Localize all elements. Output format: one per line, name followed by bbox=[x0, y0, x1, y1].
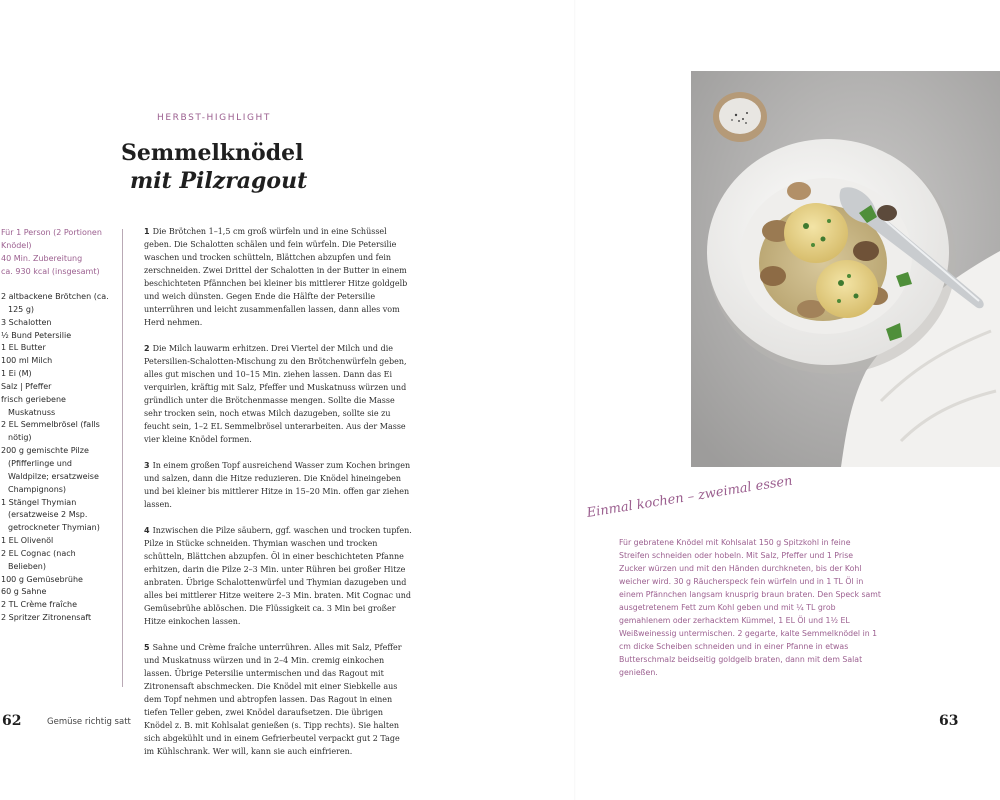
step-text: Die Milch lauwarm erhitzen. Drei Viertel der Milch und die Petersilien-Schalotten-Mischung zu den Brötchenwürfeln geben, alles gut mischen und 10–15 Min. ziehen lassen. Dann das Ei verquirlen, kräftig mit Salz, Pfeffer und Muskatnuss würzen und gründlich unter die Brötchenmasse mengen. Sollte die Masse sehr trocken sein, noch etwas Milch dazugeben, sollte sie zu feucht sein, 1–2 EL Semmelbrösel unterarbeiten. Aus der Masse vier kleine Knödel formen. bbox=[144, 344, 407, 444]
ingredient-item: 2 Spritzer Zitronensaft bbox=[1, 613, 92, 623]
ingredient-item: 100 g Gemüsebrühe bbox=[1, 574, 83, 584]
step-text: Die Brötchen 1–1,5 cm groß würfeln und in eine Schüssel geben. Die Schalotten schälen und fein würfeln. Die Petersilie waschen und trocken schütteln, Blättchen abzupfen und fein zerschneiden. Zwei Drittel der Schalotten in der Butter in einem beschichteten Pfännchen bei kleiner bis mittlerer Hitze goldgelb und weich dünsten. Gegen Ende die Hälfte der Petersilie unterrühren und leicht zusammenfallen lassen, dann alles vom Herd nehmen. bbox=[144, 227, 408, 327]
step-number: 4 bbox=[144, 526, 150, 535]
ingredient-item: 2 TL Crème fraîche bbox=[1, 600, 78, 610]
ingredient-list bbox=[1, 291, 113, 625]
step-text: In einem großen Topf ausreichend Wasser zum Kochen bringen und salzen, dann die Hitze reduzieren. Die Knödel hineingeben und bei kleiner bis mittlerer Hitze in 15–20 Min. offen gar ziehen lassen. bbox=[144, 461, 411, 509]
tip-text: Für gebratene Knödel mit Kohlsalat 150 g Spitzkohl in feine Streifen schneiden oder hobeln. Mit Salz, Pfeffer und 1 Prise Zucker würzen und mit den Händen durchkneten, bis der Kohl weicher wird. 30 g Räucherspeck fein würfeln und in 1 TL Öl in einem Pfännchen langsam knusprig braun braten. Den Speck samt ausgetretenem Fett zum Kohl geben und mit ¼ TL grob gemahlenem oder zerhacktem Kümmel, 1 EL Öl und 1½ EL Weißweinessig untermischen. 2 gegarte, kalte Semmelknödel in 1 cm dicke Scheiben schneiden und in einer Pfanne in etwas Butterschmalz beidseitig goldgelb braten, dann mit dem Salat genießen. bbox=[619, 538, 881, 677]
instruction-steps bbox=[144, 225, 412, 771]
recipe-kicker: HERBST-HIGHLIGHT bbox=[157, 113, 272, 123]
step-5 bbox=[144, 641, 412, 758]
ingredient-item: 100 ml Milch bbox=[1, 356, 53, 366]
time-text: 40 Min. Zubereitung bbox=[1, 254, 83, 263]
ingredient-item: ½ Bund Petersilie bbox=[1, 330, 72, 340]
page-gutter bbox=[574, 0, 576, 800]
running-head: Gemüse richtig satt bbox=[47, 717, 131, 727]
page-number-left: 62 bbox=[2, 713, 22, 729]
step-number: 5 bbox=[144, 643, 150, 652]
recipe-meta bbox=[1, 226, 113, 278]
step-number: 2 bbox=[144, 344, 150, 353]
step-3 bbox=[144, 459, 412, 511]
ingredient-item: 2 EL Semmelbrösel (falls nötig) bbox=[1, 420, 100, 443]
step-number: 3 bbox=[144, 461, 150, 470]
page-number-right: 63 bbox=[939, 713, 959, 729]
ingredient-item: frisch geriebene Muskatnuss bbox=[1, 394, 66, 417]
ingredient-item: 1 EL Olivenöl bbox=[1, 536, 54, 546]
servings-text: Für 1 Person (2 Portionen Knödel) bbox=[1, 228, 102, 250]
recipe-title: Semmelknödel bbox=[121, 140, 304, 166]
step-text: Inzwischen die Pilze säubern, ggf. waschen und trocken tupfen. Pilze in Stücke schneiden. Thymian waschen und trocken schütteln, Blättchen abzupfen. Öl in einer beschichteten Pfanne erhitzen, darin die Pilze 2–3 Min. unter Rühren bei großer Hitze anbraten. Übrige Schalottenwürfel und Thymian dazugeben und alles bei mittlerer Hitze weitere 2–3 Min. braten. Mit Cognac und Gemüsebrühe ablöschen. Die Flüssigkeit ca. 3 Min bei großer Hitze einkochen lassen. bbox=[144, 526, 412, 626]
ingredient-item: 2 altbackene Brötchen (ca. 125 g) bbox=[1, 292, 109, 314]
ingredient-item: 60 g Sahne bbox=[1, 587, 47, 597]
recipe-subtitle: mit Pilzragout bbox=[130, 168, 308, 194]
dish-photo bbox=[691, 71, 1000, 467]
column-divider bbox=[122, 229, 123, 687]
ingredient-item: 200 g gemischte Pilze (Pfifferlinge und Waldpilze; ersatzweise Champignons) bbox=[1, 446, 99, 494]
step-4 bbox=[144, 524, 412, 628]
ingredient-item: 1 Stängel Thymian (ersatzweise 2 Msp. getrockneter Thymian) bbox=[1, 497, 100, 533]
step-1 bbox=[144, 225, 412, 329]
tip-heading: Einmal kochen – zweimal essen bbox=[585, 473, 794, 521]
ingredient-item: Salz | Pfeffer bbox=[1, 381, 52, 391]
step-2 bbox=[144, 342, 412, 446]
ingredient-item: 3 Schalotten bbox=[1, 317, 52, 327]
ingredient-item: 1 EL Butter bbox=[1, 343, 46, 353]
ingredient-item: 2 EL Cognac (nach Belieben) bbox=[1, 548, 76, 571]
ingredient-item: 1 Ei (M) bbox=[1, 369, 32, 379]
kcal-text: ca. 930 kcal (insgesamt) bbox=[1, 267, 100, 276]
step-number: 1 bbox=[144, 227, 150, 236]
step-text: Sahne und Crème fraîche unterrühren. Alles mit Salz, Pfeffer und Muskatnuss würzen und in 2–4 Min. cremig einkochen lassen. Übrige Petersilie untermischen und das Ragout mit Zitronensaft abschmecken. Die Knödel mit einer Siebkelle aus dem Topf nehmen und abtropfen lassen. Das Ragout in einen tiefen Teller geben, zwei Knödel daraufsetzen. Die übrigen Knödel z. B. mit Kohlsalat genießen (s. Tipp rechts). Sie halten sich abgekühlt und in einem Gefrierbeutel verpackt gut 2 Tage im Kühlschrank. Wer will, kann sie auch einfrieren. bbox=[144, 643, 402, 756]
